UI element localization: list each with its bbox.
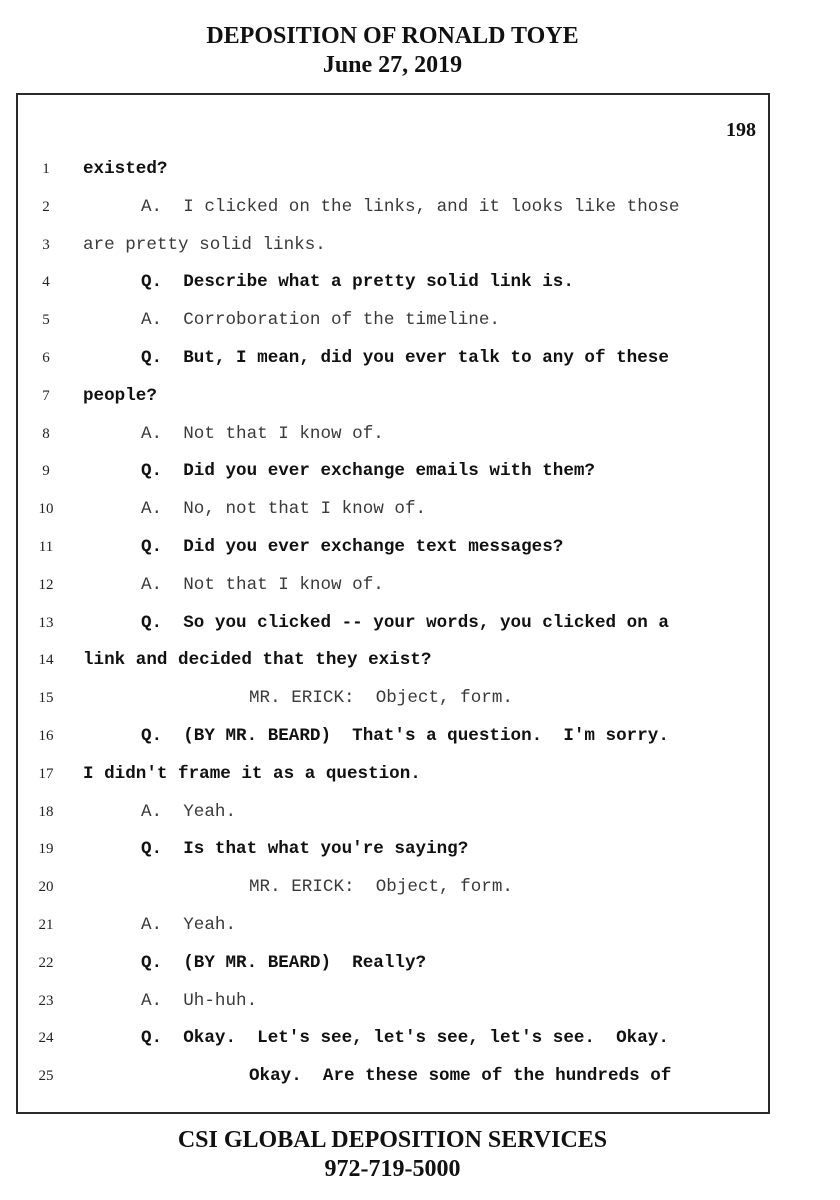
line-number: 2 xyxy=(42,198,50,215)
line-number: 9 xyxy=(42,463,50,480)
transcript-line xyxy=(18,235,768,273)
line-number: 14 xyxy=(38,652,54,669)
transcript-line xyxy=(18,310,768,348)
transcript-line xyxy=(18,839,768,877)
transcript-line xyxy=(18,272,768,310)
line-number: 15 xyxy=(38,690,54,707)
transcript-line xyxy=(18,650,768,688)
line-text: A. No, not that I know of. xyxy=(141,499,427,520)
line-number: 19 xyxy=(38,841,54,858)
transcript-line xyxy=(18,613,768,651)
line-text: A. Uh-huh. xyxy=(141,990,258,1011)
line-text: Q. (BY MR. BEARD) Really? xyxy=(141,952,427,973)
transcript-line xyxy=(18,726,768,764)
line-number: 24 xyxy=(38,1030,54,1047)
line-number: 18 xyxy=(38,803,54,820)
line-text: Okay. Are these some of the hundreds of xyxy=(249,1066,672,1087)
line-number: 10 xyxy=(38,501,54,518)
line-number: 16 xyxy=(38,728,54,744)
line-number: 13 xyxy=(38,614,54,631)
line-text: A. Not that I know of. xyxy=(141,574,384,595)
line-text: people? xyxy=(83,385,157,406)
deposition-date: June 27, 2019 xyxy=(322,52,463,78)
line-number: 3 xyxy=(42,236,50,253)
transcript-page-frame xyxy=(16,93,770,1114)
transcript-line xyxy=(18,991,768,1029)
transcript-line xyxy=(18,499,768,537)
line-text: Q. But, I mean, did you ever talk to any of these xyxy=(141,348,669,368)
line-text: A. Not that I know of. xyxy=(141,423,384,444)
line-text: Q. Describe what a pretty solid link is. xyxy=(141,272,574,293)
document-footer xyxy=(0,1126,785,1184)
line-text: Q. So you clicked -- your words, you clicked on a xyxy=(141,612,669,633)
transcript-line xyxy=(18,424,768,462)
line-text: Q. Did you ever exchange emails with them? xyxy=(141,461,595,482)
line-number: 12 xyxy=(38,576,54,593)
document-header xyxy=(0,22,785,80)
line-number: 5 xyxy=(42,312,50,329)
line-number: 17 xyxy=(38,765,54,782)
line-text: Q. Did you ever exchange text messages? xyxy=(141,537,564,557)
transcript-line xyxy=(18,461,768,499)
transcript-line xyxy=(18,537,768,575)
line-text: I didn't frame it as a question. xyxy=(83,763,421,784)
line-number: 11 xyxy=(38,539,54,555)
transcript-line xyxy=(18,197,768,235)
company-phone: 972-719-5000 xyxy=(324,1156,461,1182)
line-text: Q. Is that what you're saying? xyxy=(141,839,469,860)
line-text: link and decided that they exist? xyxy=(83,650,432,671)
line-text: existed? xyxy=(83,159,168,179)
line-text: Q. Okay. Let's see, let's see, let's see. Okay. xyxy=(141,1028,669,1049)
transcript-line xyxy=(18,764,768,802)
transcript-line xyxy=(18,877,768,915)
line-number: 7 xyxy=(42,387,50,404)
line-text: A. Yeah. xyxy=(141,915,237,935)
line-text: A. Yeah. xyxy=(141,801,237,822)
transcript-line xyxy=(18,802,768,840)
transcript-line xyxy=(18,953,768,991)
company-name: CSI GLOBAL DEPOSITION SERVICES xyxy=(177,1127,608,1153)
transcript-line xyxy=(18,915,768,953)
transcript-line xyxy=(18,386,768,424)
line-number: 1 xyxy=(42,161,50,177)
line-text: are pretty solid links. xyxy=(83,234,326,255)
transcript-line xyxy=(18,575,768,613)
line-number: 20 xyxy=(38,879,54,896)
transcript-line xyxy=(18,1028,768,1066)
transcript-line xyxy=(18,1066,768,1104)
transcript-line xyxy=(18,688,768,726)
deposition-title: DEPOSITION OF RONALD TOYE xyxy=(206,23,579,49)
line-number: 6 xyxy=(42,350,50,366)
line-number: 8 xyxy=(42,425,50,442)
line-number: 4 xyxy=(42,274,50,291)
line-number: 21 xyxy=(38,917,54,933)
line-text: MR. ERICK: Object, form. xyxy=(249,688,513,709)
line-number: 23 xyxy=(38,992,54,1009)
line-number: 22 xyxy=(38,954,54,971)
page-number: 198 xyxy=(726,119,756,141)
line-number: 25 xyxy=(38,1068,54,1085)
line-text: MR. ERICK: Object, form. xyxy=(249,877,513,898)
transcript-line xyxy=(18,159,768,197)
line-text: A. Corroboration of the timeline. xyxy=(141,310,500,331)
line-text: A. I clicked on the links, and it looks like those xyxy=(141,196,680,217)
line-text: Q. (BY MR. BEARD) That's a question. I'm sorry. xyxy=(141,726,669,746)
transcript-line xyxy=(18,348,768,386)
